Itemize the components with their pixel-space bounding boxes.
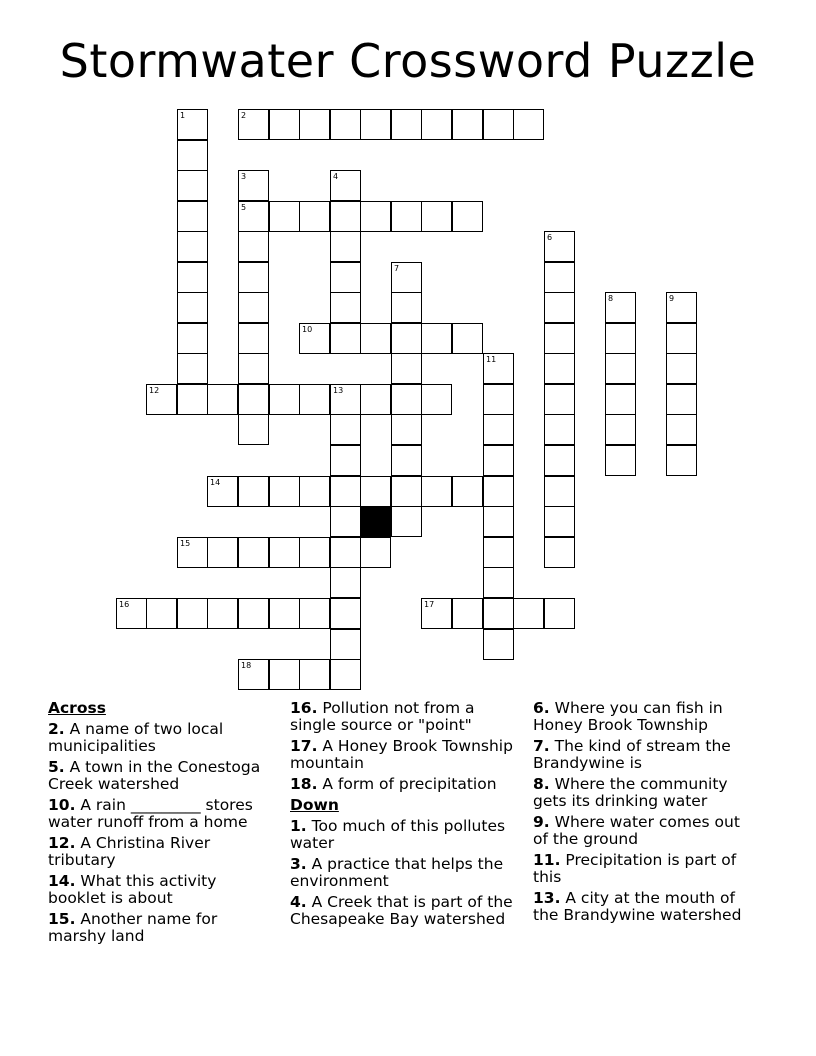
grid-cell[interactable] xyxy=(299,659,330,690)
grid-cell[interactable] xyxy=(238,323,269,354)
clue-item-text: Where water comes out of the ground xyxy=(533,813,740,848)
clue-number: 17 xyxy=(424,600,435,609)
grid-cell[interactable] xyxy=(269,109,300,140)
grid-cell[interactable] xyxy=(483,598,514,629)
grid-cell[interactable] xyxy=(330,109,361,140)
clue-item-number: 6. xyxy=(533,699,550,717)
grid-cell[interactable] xyxy=(330,629,361,660)
grid-cell[interactable] xyxy=(299,476,330,507)
clue-item xyxy=(48,911,270,945)
clue-item-number: 3. xyxy=(290,855,307,873)
clue-item xyxy=(533,852,753,886)
down-clue-list-continued xyxy=(533,700,753,924)
clue-number: 12 xyxy=(149,386,160,395)
grid-cell[interactable] xyxy=(483,445,514,476)
clue-item-number: 14. xyxy=(48,872,76,890)
grid-cell[interactable] xyxy=(605,445,636,476)
clues-column-1 xyxy=(48,700,270,949)
clue-item-text: A practice that helps the environment xyxy=(290,855,504,890)
grid-cell[interactable] xyxy=(330,506,361,537)
clue-item-text: A city at the mouth of the Brandywine watershed xyxy=(533,889,742,924)
grid-cell[interactable] xyxy=(238,353,269,384)
grid-cell[interactable] xyxy=(299,384,330,415)
grid-cell[interactable] xyxy=(605,384,636,415)
grid-cell[interactable] xyxy=(269,659,300,690)
grid-cell[interactable] xyxy=(544,414,575,445)
grid-cell[interactable] xyxy=(330,659,361,690)
grid-cell[interactable] xyxy=(483,567,514,598)
clue-item-number: 16. xyxy=(290,699,318,717)
grid-cell[interactable] xyxy=(483,109,514,140)
grid-cell[interactable] xyxy=(483,506,514,537)
grid-cell[interactable] xyxy=(605,353,636,384)
grid-cell[interactable] xyxy=(360,537,391,568)
clue-item xyxy=(48,835,270,869)
grid-cell[interactable] xyxy=(483,414,514,445)
grid-cell[interactable] xyxy=(207,384,238,415)
clue-number: 6 xyxy=(547,233,553,242)
grid-cell[interactable] xyxy=(391,353,422,384)
grid-cell[interactable] xyxy=(269,598,300,629)
grid-cell[interactable] xyxy=(391,414,422,445)
clue-number: 7 xyxy=(394,264,400,273)
grid-cell[interactable] xyxy=(238,384,269,415)
grid-cell[interactable] xyxy=(330,323,361,354)
grid-cell[interactable] xyxy=(666,384,697,415)
grid-cell[interactable] xyxy=(207,537,238,568)
across-clue-list xyxy=(48,721,270,945)
grid-cell[interactable] xyxy=(483,476,514,507)
clue-number: 15 xyxy=(180,539,191,548)
grid-cell[interactable] xyxy=(452,323,483,354)
grid-cell[interactable] xyxy=(391,292,422,323)
clue-item xyxy=(290,818,515,852)
grid-cell[interactable] xyxy=(544,384,575,415)
clue-number: 13 xyxy=(333,386,344,395)
grid-cell[interactable] xyxy=(360,109,391,140)
grid-cell[interactable] xyxy=(330,445,361,476)
grid-cell[interactable] xyxy=(391,384,422,415)
grid-cell[interactable] xyxy=(330,476,361,507)
clue-number: 18 xyxy=(241,661,252,670)
clue-item xyxy=(533,814,753,848)
grid-cell[interactable] xyxy=(544,292,575,323)
grid-cell[interactable] xyxy=(330,231,361,262)
grid-cell[interactable] xyxy=(391,109,422,140)
grid-cell[interactable] xyxy=(238,598,269,629)
clue-item xyxy=(290,894,515,928)
grid-cell[interactable] xyxy=(299,598,330,629)
grid-cell[interactable] xyxy=(330,537,361,568)
grid-cell[interactable] xyxy=(544,262,575,293)
grid-cell[interactable] xyxy=(421,384,452,415)
grid-cell[interactable] xyxy=(666,445,697,476)
clue-number: 9 xyxy=(669,294,675,303)
clues-column-3 xyxy=(533,700,753,928)
clue-item-text: A rain _________ stores water runoff from a home xyxy=(48,796,253,831)
clue-item xyxy=(533,890,753,924)
grid-cell[interactable] xyxy=(360,323,391,354)
grid-cell[interactable] xyxy=(421,201,452,232)
grid-cell[interactable] xyxy=(666,323,697,354)
clue-item xyxy=(48,721,270,755)
clue-item-number: 15. xyxy=(48,910,76,928)
grid-cell[interactable] xyxy=(330,201,361,232)
clue-item xyxy=(533,700,753,734)
grid-cell[interactable] xyxy=(360,384,391,415)
grid-cell[interactable] xyxy=(483,384,514,415)
clue-item-text: A name of two local municipalities xyxy=(48,720,224,755)
black-cell xyxy=(360,506,391,537)
clue-number: 10 xyxy=(302,325,313,334)
grid-cell[interactable] xyxy=(177,262,208,293)
grid-cell[interactable] xyxy=(544,353,575,384)
grid-cell[interactable] xyxy=(177,323,208,354)
clue-item-text: Where the community gets its drinking water xyxy=(533,775,728,810)
grid-cell[interactable] xyxy=(513,598,544,629)
across-clue-list-continued xyxy=(290,700,515,793)
grid-cell[interactable] xyxy=(177,231,208,262)
grid-cell[interactable] xyxy=(666,414,697,445)
grid-cell[interactable] xyxy=(330,567,361,598)
clue-item xyxy=(290,700,515,734)
grid-cell[interactable] xyxy=(238,262,269,293)
grid-cell[interactable] xyxy=(299,201,330,232)
clue-item-number: 1. xyxy=(290,817,307,835)
grid-cell[interactable] xyxy=(238,231,269,262)
clue-item-text: Another name for marshy land xyxy=(48,910,218,945)
down-clue-list xyxy=(290,818,515,928)
grid-cell[interactable] xyxy=(544,476,575,507)
clue-number: 11 xyxy=(486,355,497,364)
clue-number: 3 xyxy=(241,172,247,181)
clue-item-number: 4. xyxy=(290,893,307,911)
grid-cell[interactable] xyxy=(391,445,422,476)
grid-cell[interactable] xyxy=(177,353,208,384)
grid-cell[interactable] xyxy=(299,537,330,568)
clue-item-text: A Christina River tributary xyxy=(48,834,211,869)
clue-item-text: Too much of this pollutes water xyxy=(290,817,506,852)
clue-item-text: A town in the Conestoga Creek watershed xyxy=(48,758,261,793)
clue-item-text: Pollution not from a single source or "point" xyxy=(290,699,475,734)
grid-cell[interactable] xyxy=(330,414,361,445)
clue-item-number: 8. xyxy=(533,775,550,793)
clue-item xyxy=(290,856,515,890)
grid-cell[interactable] xyxy=(452,109,483,140)
grid-cell[interactable] xyxy=(360,201,391,232)
grid-cell[interactable] xyxy=(177,598,208,629)
clue-number: 8 xyxy=(608,294,614,303)
clue-item-number: 13. xyxy=(533,889,561,907)
clue-item-number: 5. xyxy=(48,758,65,776)
clue-item-text: Precipitation is part of this xyxy=(533,851,737,886)
clue-item-text: The kind of stream the Brandywine is xyxy=(533,737,731,772)
grid-cell[interactable] xyxy=(391,201,422,232)
clue-item-text: A Creek that is part of the Chesapeake Bay watershed xyxy=(290,893,513,928)
grid-cell[interactable] xyxy=(269,476,300,507)
grid-cell[interactable] xyxy=(483,629,514,660)
grid-cell[interactable] xyxy=(544,323,575,354)
clue-item xyxy=(533,738,753,772)
grid-cell[interactable] xyxy=(605,323,636,354)
grid-cell[interactable] xyxy=(238,537,269,568)
clue-number: 14 xyxy=(210,478,221,487)
grid-cell[interactable] xyxy=(177,384,208,415)
grid-cell[interactable] xyxy=(360,476,391,507)
clue-item-text: Where you can fish in Honey Brook Township xyxy=(533,699,723,734)
grid-cell[interactable] xyxy=(452,598,483,629)
grid-cell[interactable] xyxy=(207,598,238,629)
grid-cell[interactable] xyxy=(391,476,422,507)
grid-cell[interactable] xyxy=(146,598,177,629)
clue-item-number: 17. xyxy=(290,737,318,755)
grid-cell[interactable] xyxy=(421,323,452,354)
grid-cell[interactable] xyxy=(299,109,330,140)
grid-cell[interactable] xyxy=(238,476,269,507)
grid-cell[interactable] xyxy=(330,598,361,629)
clue-item-number: 7. xyxy=(533,737,550,755)
clue-number: 5 xyxy=(241,203,247,212)
grid-cell[interactable] xyxy=(177,140,208,171)
clue-number: 4 xyxy=(333,172,339,181)
grid-cell[interactable] xyxy=(269,384,300,415)
grid-cell[interactable] xyxy=(513,109,544,140)
grid-cell[interactable] xyxy=(238,414,269,445)
grid-cell[interactable] xyxy=(605,414,636,445)
page-title: Stormwater Crossword Puzzle xyxy=(59,34,757,88)
grid-cell[interactable] xyxy=(391,323,422,354)
grid-cell[interactable] xyxy=(452,476,483,507)
clue-item xyxy=(48,759,270,793)
clue-item xyxy=(290,776,515,793)
grid-cell[interactable] xyxy=(421,476,452,507)
clue-item-number: 2. xyxy=(48,720,65,738)
clue-item xyxy=(290,738,515,772)
clue-item-number: 12. xyxy=(48,834,76,852)
clue-number: 1 xyxy=(180,111,186,120)
clue-item-text: What this activity booklet is about xyxy=(48,872,217,907)
clue-item-text: A form of precipitation xyxy=(322,775,497,793)
clues-column-2 xyxy=(290,700,515,932)
grid-cell[interactable] xyxy=(177,170,208,201)
grid-cell[interactable] xyxy=(544,598,575,629)
down-heading: Down xyxy=(290,796,339,814)
clue-item xyxy=(533,776,753,810)
grid-cell[interactable] xyxy=(452,201,483,232)
grid-cell[interactable] xyxy=(544,537,575,568)
clue-item-number: 9. xyxy=(533,813,550,831)
clue-number: 16 xyxy=(119,600,130,609)
clue-item-number: 11. xyxy=(533,851,561,869)
clue-item-number: 10. xyxy=(48,796,76,814)
grid-cell[interactable] xyxy=(269,201,300,232)
grid-cell[interactable] xyxy=(177,201,208,232)
grid-cell[interactable] xyxy=(330,292,361,323)
clue-item xyxy=(48,873,270,907)
grid-cell[interactable] xyxy=(238,292,269,323)
grid-cell[interactable] xyxy=(544,506,575,537)
clue-number: 2 xyxy=(241,111,247,120)
clue-item-number: 18. xyxy=(290,775,318,793)
grid-cell[interactable] xyxy=(330,262,361,293)
grid-cell[interactable] xyxy=(269,537,300,568)
clue-item xyxy=(48,797,270,831)
grid-cell[interactable] xyxy=(666,353,697,384)
grid-cell[interactable] xyxy=(177,292,208,323)
grid-cell[interactable] xyxy=(544,445,575,476)
grid-cell[interactable] xyxy=(421,109,452,140)
across-heading: Across xyxy=(48,699,106,717)
grid-cell[interactable] xyxy=(391,506,422,537)
grid-cell[interactable] xyxy=(483,537,514,568)
clue-item-text: A Honey Brook Township mountain xyxy=(290,737,513,772)
